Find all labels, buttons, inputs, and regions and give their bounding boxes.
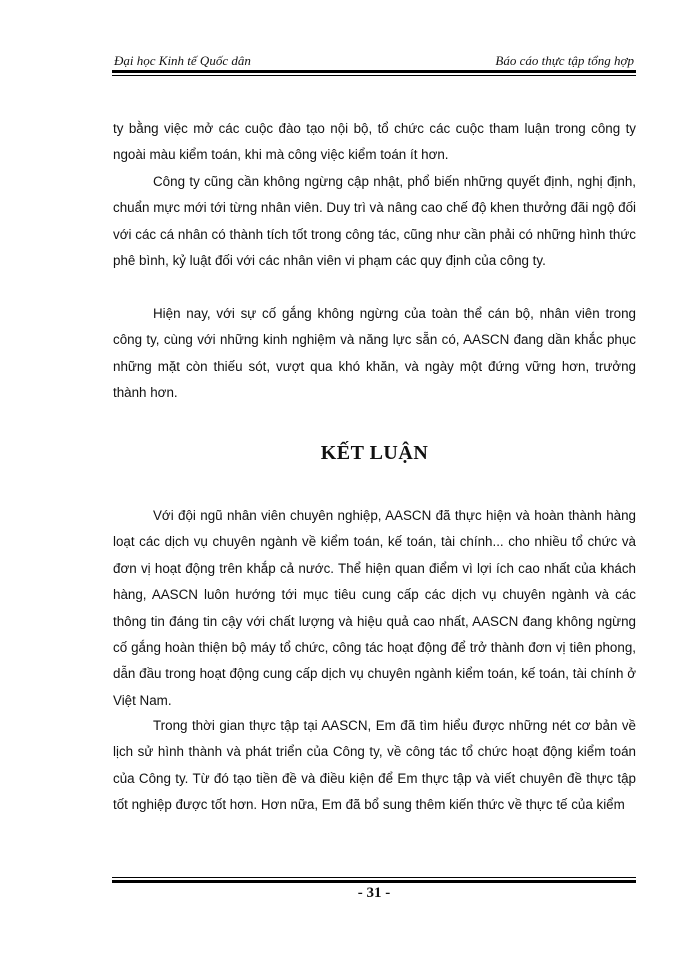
- body-paragraph-3: Hiện nay, với sự cố gắng không ngừng của toàn thể cán bộ, nhân viên trong công ty, cùng với những kinh nghiệm và năng lực sẵn có, AASCN đang dần khắc phục những mặt còn thiếu sót, vượt qua khó khăn, và ngày một đứng vững hơn, trưởng thành hơn.: [113, 306, 636, 401]
- conclusion-paragraph-1: Với đội ngũ nhân viên chuyên nghiệp, AASCN đã thực hiện và hoàn thành hàng loạt các dịch vụ chuyên ngành về kiểm toán, kế toán, tài chính... cho nhiều tổ chức và đơn vị hoạt động trên khắp cả nước. Thể hiện quan điểm vì lợi ích cao nhất của khách hàng, AASCN luôn hướng tới mục tiêu cung cấp các dịch vụ chuyên ngành và các thông tin đáng tin cậy với chất lượng và hiệu quả cao nhất, AASCN đang không ngừng cố gắng hoàn thiện bộ máy tổ chức, công tác hoạt động để trở thành đơn vị tiên phong, dẫn đầu trong hoạt động cung cấp dịch vụ chuyên ngành kiểm toán, kế toán, tài chính ở Việt Nam.: [113, 508, 636, 708]
- page-header: [112, 50, 636, 72]
- section-title-conclusion: KẾT LUẬN: [320, 442, 429, 464]
- header-university: Đại học Kinh tế Quốc dân: [114, 53, 251, 68]
- footer-divider-thick: [112, 880, 636, 883]
- page-number: - 31 -: [357, 885, 391, 901]
- footer-divider-thin: [112, 877, 636, 878]
- header-report-title: Báo cáo thực tập tổng hợp: [495, 53, 634, 68]
- conclusion-paragraph-2: Trong thời gian thực tập tại AASCN, Em đã tìm hiểu được những nét cơ bản về lịch sử hình thành và phát triển của Công ty, về công tác tổ chức hoạt động kiểm toán của Công ty. Từ đó tạo tiền đề và điều kiện để Em thực tập và viết chuyên đề thực tập tốt nghiệp được tốt hơn. Hơn nữa, Em đã bổ sung thêm kiến thức về thực tế của kiểm: [113, 718, 636, 813]
- body-paragraph-2: Công ty cũng cần không ngừng cập nhật, phổ biến những quyết định, nghị định, chuẩn mực mới tới từng nhân viên. Duy trì và nâng cao chế độ khen thưởng đãi ngộ đối với các cá nhân có thành tích tốt trong công tác, cũng như cần phải có những hình thức phê bình, kỷ luật đối với các nhân viên vi phạm các quy định của công ty.: [113, 174, 636, 269]
- header-divider-thin: [112, 75, 636, 76]
- body-paragraph-1: ty bằng việc mở các cuộc đào tạo nội bộ, tổ chức các cuộc tham luận trong công ty ngoài màu kiểm toán, khi mà công việc kiểm toán ít hơn.: [113, 121, 636, 163]
- header-divider-thick: [112, 70, 636, 73]
